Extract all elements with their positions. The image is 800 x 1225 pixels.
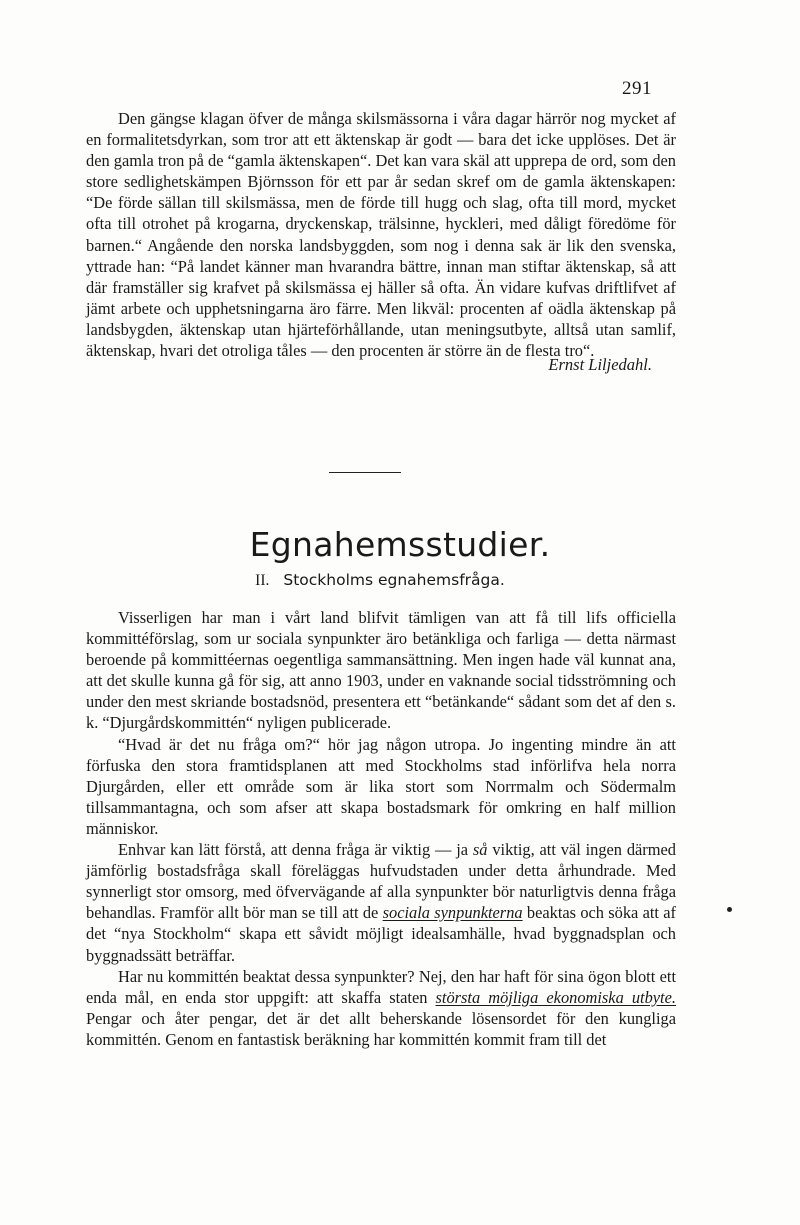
emphasis-sociala: sociala synpunkterna (382, 903, 523, 923)
article-title: Egnahemsstudier. (249, 525, 551, 564)
paragraph-4 (86, 966, 676, 1050)
first-article (86, 108, 676, 375)
paragraph-4-text-b: Pengar och åter pengar, det är det allt beherskande lösensordet för den kungliga kommittén. Genom en fantastisk beräkning har kommittén kommit fram till det (86, 1008, 676, 1049)
margin-mark (727, 907, 732, 912)
second-article-body (86, 607, 676, 1050)
paragraph-1: Visserligen har man i vårt land blifvit tämligen van att få till lifs officiella kommittéförslag, som ur sociala synpunkter äro betänkliga och farliga — detta närmast beroende på kommittéernas oegentliga sammansättning. Men ingen hade väl kunnat ana, att det skulle kunna gå för sig, att anno 1903, under en vaknande social tidsströmning och under den mest skriande bostadsnöd, presentera ett “betänkande“ sådant som det af den s. k. “Djurgårdskommittén“ nyligen publicerade. (86, 608, 676, 733)
author-signature: Ernst Liljedahl. (548, 355, 652, 375)
paragraph-2: “Hvad är det nu fråga om?“ hör jag någon utropa. Jo ingenting mindre än att förfuska den stora framtidsplanen att med Stockholms stad införlifva hela norra Djurgården, eller ett område som är lika stort som Norrmalm och Södermalm tillsammantagna, och som afser att skapa bostadsmark för omkring en half million människor. (86, 734, 676, 838)
paragraph-4-text-a: Har nu kommittén beaktat dessa synpunkter? Nej, den har haft för sina ögon blott ett enda mål, en enda stor uppgift: att skaffa staten (86, 966, 676, 1007)
section-divider (329, 472, 401, 473)
paragraph-3-text-a: Enhvar kan lätt förstå, att denna fråga är viktig — ja (118, 840, 469, 860)
part-number: II. (255, 572, 270, 589)
paragraph-3 (86, 839, 676, 966)
subtitle-text: Stockholms egnahemsfråga. (283, 571, 505, 589)
page-number: 291 (622, 78, 652, 99)
paragraph-3-text-b: viktig, att väl ingen därmed jämförlig bostadsfråga skall föreläggas hufvudstaden under detta århundrade. Med synnerligt stor omsorg, med öfvervägande af alla synpunkter bör naturligtvis denna fråga behandlas. Framför allt bör man se till att de (86, 840, 676, 923)
paragraph-3-text-c: beaktas och söka att af det “nya Stockholm“ skapa ett såvidt möjligt idealsamhälle, hvad byggnadsplan och byggnadssätt beträffar. (86, 903, 676, 965)
first-article-paragraph: Den gängse klagan öfver de många skilsmässorna i våra dagar härrör nog mycket af en formalitetsdyrkan, som tror att ett äktenskap är godt — bara det icke upplöses. Det är den gamla tron på de “gamla äktenskapen“. Det kan vara skäl att upprepa de ord, som den store sedlighetskämpen Björnsson för ett par år sedan skref om de gamla äktenskapen: “De förde sällan till skilsmässa, men de förde till hugg och slag, ofta till mord, mycket ofta till otrohet på krogarna, dryckenskap, trälsinne, hyckleri, med dåligt föredöme för barnen.“ Angående den norska landsbyggden, som nog i denna sak är lik den svenska, yttrade han: “På landet känner man hvarandra bättre, innan man stiftar äktenskap, så att där framställer sig krafvet på skilsmässa ej häller så ofta. Än vidare kufvas driftlifvet af jämt arbete och upphetsningarna äro färre. Men likväl: procenten af oädla äktenskap på landsbygden, äktenskap utan hjärteförhållande, utan meningsutbyte, alltså utan samlif, äktenskap, hvari det otroliga tåles — den procenten är större än de flesta tro“. (86, 109, 676, 361)
emphasis-sa: så (472, 840, 488, 860)
emphasis-ekonomiska: största möjliga ekonomiska utbyte. (435, 987, 676, 1007)
article-subtitle (0, 571, 760, 590)
